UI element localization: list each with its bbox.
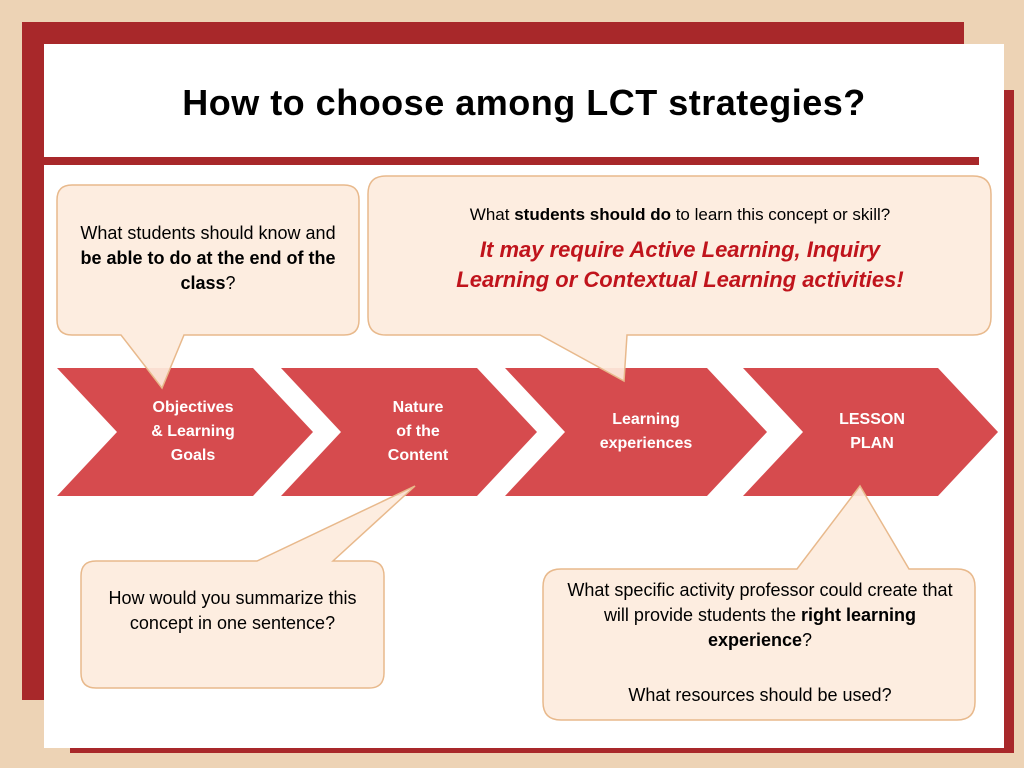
lesson-text-second: What resources should be used? bbox=[628, 685, 892, 705]
callout-learning-text bbox=[380, 202, 980, 295]
step-content-line2: of the bbox=[396, 423, 440, 440]
objectives-text-pre: What students should know and bbox=[80, 223, 336, 243]
objectives-text-bold: be able to do at the end of the class bbox=[80, 248, 336, 293]
step-learning-line1: Learning bbox=[612, 411, 680, 428]
step-lesson-line1: LESSON bbox=[839, 411, 905, 428]
learning-text-bold: students should do bbox=[514, 205, 671, 224]
step-content-line3: Content bbox=[387, 447, 449, 464]
learning-text-pre: What bbox=[469, 205, 515, 224]
lesson-text-bold: right learning experience bbox=[707, 605, 917, 650]
lesson-text-pre: What specific activity professor could create that will provide students the bbox=[567, 580, 953, 625]
callout-lesson-text bbox=[560, 578, 960, 708]
step-content-line1: Nature bbox=[392, 399, 444, 416]
step-objectives bbox=[128, 396, 258, 468]
step-objectives-line2: & Learning bbox=[151, 423, 235, 440]
callout-content-text: How would you summarize this concept in one sentence? bbox=[108, 588, 357, 633]
lesson-text-post: ? bbox=[802, 630, 813, 650]
step-objectives-line1: Objectives bbox=[152, 399, 234, 416]
step-lesson-plan bbox=[812, 408, 932, 456]
learning-text-post: to learn this concept or skill? bbox=[670, 205, 891, 224]
step-learning bbox=[576, 408, 716, 456]
learning-emphasis: It may require Active Learning, Inquiry Learning or Contextual Learning activities! bbox=[456, 237, 904, 292]
callout-objectives-text bbox=[74, 221, 342, 296]
step-learning-line2: experiences bbox=[599, 435, 693, 452]
step-lesson-line2: PLAN bbox=[850, 435, 894, 452]
step-objectives-line3: Goals bbox=[170, 447, 216, 464]
step-content bbox=[358, 396, 478, 468]
slide-title: How to choose among LCT strategies? bbox=[182, 82, 866, 123]
objectives-text-post: ? bbox=[225, 273, 236, 293]
